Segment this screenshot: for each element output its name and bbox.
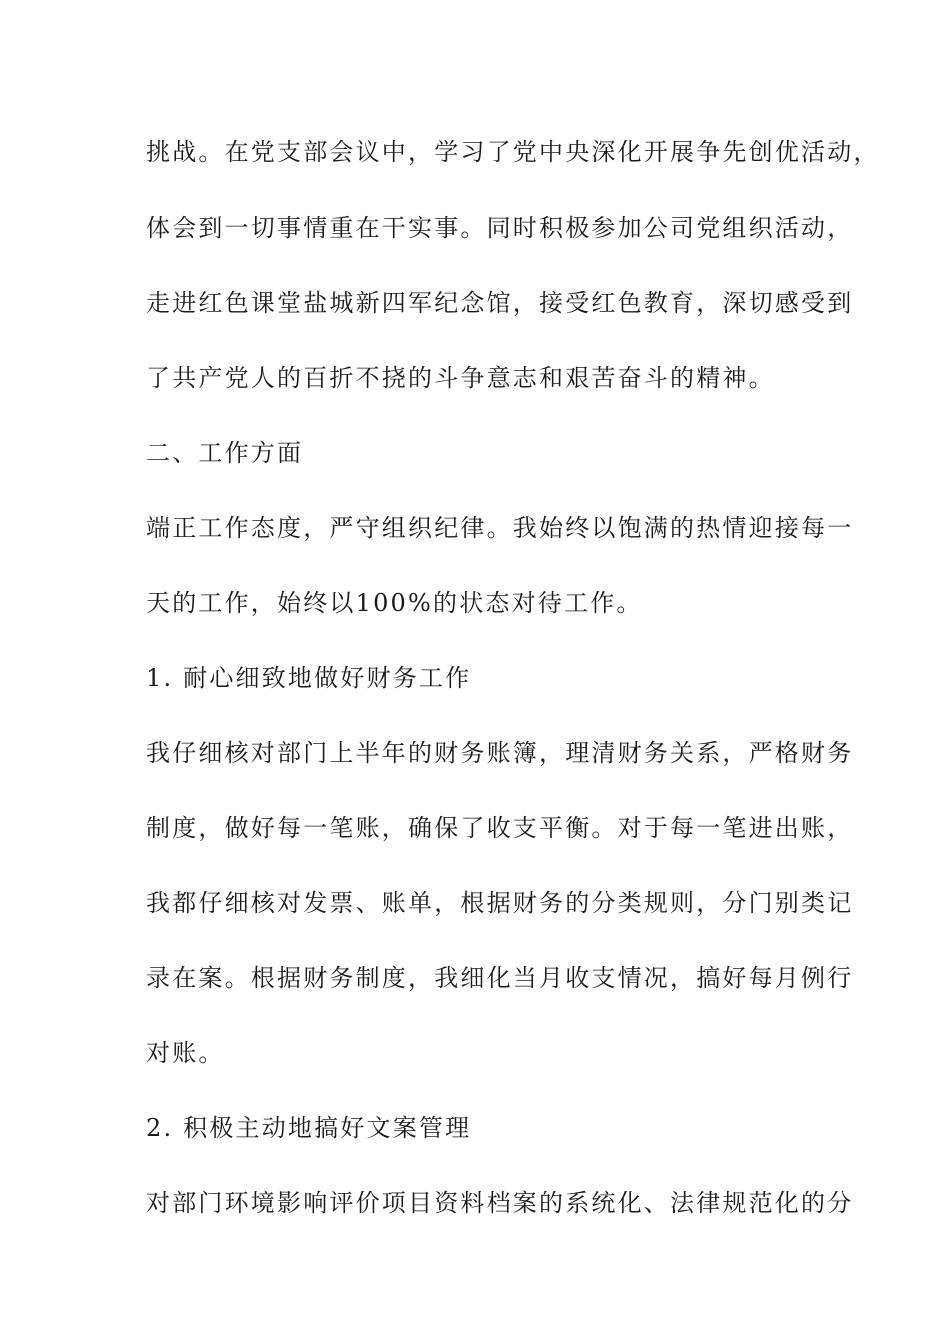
paragraph-line: 挑战。在党支部会议中，学习了党中央深化开展争先创优活动，: [146, 138, 880, 166]
paragraph-line: 体会到一切事情重在干实事。同时积极参加公司党组织活动，: [146, 214, 854, 242]
paragraph-line: 录在案。根据财务制度，我细化当月收支情况，搞好每月例行: [146, 964, 854, 992]
subsection-heading: 2. 积极主动地搞好文案管理: [146, 1114, 472, 1142]
subsection-heading: 1. 耐心细致地做好财务工作: [146, 664, 472, 692]
paragraph-line: 天的工作，始终以100%的状态对待工作。: [146, 589, 643, 617]
paragraph-line: 制度，做好每一笔账，确保了收支平衡。对于每一笔进出账，: [146, 814, 854, 842]
paragraph-line: 端正工作态度，严守组织纪律。我始终以饱满的热情迎接每一: [146, 514, 854, 542]
section-heading: 二、工作方面: [146, 439, 304, 467]
paragraph-line: 走进红色课堂盐城新四军纪念馆，接受红色教育，深切感受到: [146, 289, 854, 317]
paragraph-line: 对部门环境影响评价项目资料档案的系统化、法律规范化的分: [146, 1189, 854, 1217]
paragraph-line: 对账。: [146, 1039, 225, 1067]
paragraph-line: 我仔细核对部门上半年的财务账簿，理清财务关系，严格财务: [146, 739, 854, 767]
paragraph-line: 了共产党人的百折不挠的斗争意志和艰苦奋斗的精神。: [146, 364, 775, 392]
paragraph-line: 我都仔细核对发票、账单，根据财务的分类规则，分门别类记: [146, 889, 854, 917]
